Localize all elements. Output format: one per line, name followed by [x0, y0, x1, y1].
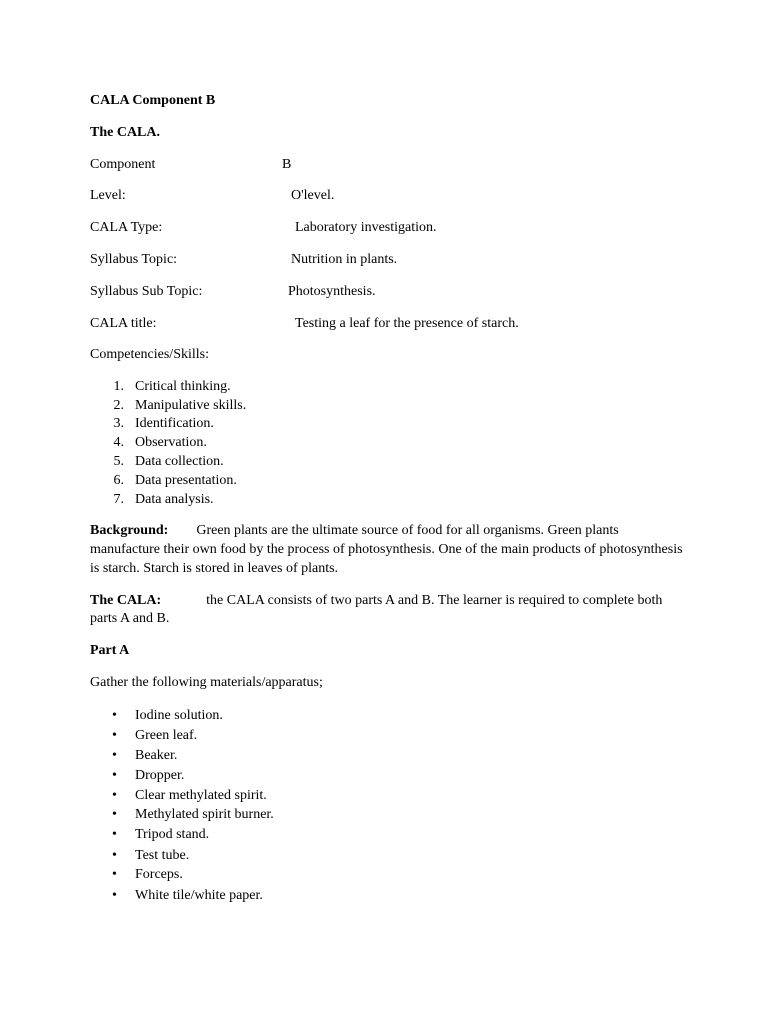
- background-line-3: is starch. Starch is stored in leaves of plants.: [90, 561, 339, 576]
- materials-text: White tile/white paper.: [135, 888, 263, 903]
- list-text: Manipulative skills.: [135, 398, 247, 413]
- bullet-icon: •: [112, 728, 117, 743]
- background-label: Background:: [90, 523, 169, 538]
- field-value-syllabus-sub-topic: Photosynthesis.: [288, 284, 376, 299]
- competencies-label: Competencies/Skills:: [90, 347, 209, 362]
- cala-line-2: parts A and B.: [90, 611, 170, 626]
- bullet-icon: •: [112, 848, 117, 863]
- list-text: Identification.: [135, 416, 214, 431]
- list-number: 1.: [113, 379, 124, 394]
- list-number: 4.: [113, 435, 124, 450]
- list-number: 6.: [113, 473, 124, 488]
- background-line-1: [90, 521, 619, 540]
- field-label-cala-title: CALA title:: [90, 316, 157, 331]
- field-label-level: Level:: [90, 188, 126, 203]
- cala-line-1: [90, 591, 662, 610]
- materials-text: Iodine solution.: [135, 708, 223, 723]
- field-label-syllabus-sub-topic: Syllabus Sub Topic:: [90, 284, 203, 299]
- materials-text: Methylated spirit burner.: [135, 807, 274, 822]
- field-value-syllabus-topic: Nutrition in plants.: [291, 252, 398, 267]
- materials-text: Forceps.: [135, 867, 183, 882]
- background-text-1: Green plants are the ultimate source of food for all organisms. Green plants: [196, 523, 619, 538]
- cala-label: The CALA:: [90, 593, 162, 608]
- list-text: Observation.: [135, 435, 207, 450]
- bullet-icon: •: [112, 788, 117, 803]
- list-text: Critical thinking.: [135, 379, 231, 394]
- field-label-syllabus-topic: Syllabus Topic:: [90, 252, 178, 267]
- list-number: 2.: [113, 398, 124, 413]
- field-value-cala-title: Testing a leaf for the presence of starch.: [295, 316, 519, 331]
- list-number: 7.: [113, 492, 124, 507]
- materials-text: Beaker.: [135, 748, 178, 763]
- field-label-cala-type: CALA Type:: [90, 220, 163, 235]
- list-number: 3.: [113, 416, 124, 431]
- field-value-component: B: [282, 157, 292, 172]
- bullet-icon: •: [112, 807, 117, 822]
- materials-text: Test tube.: [135, 848, 190, 863]
- bullet-icon: •: [112, 888, 117, 903]
- field-label-component: Component: [90, 157, 156, 172]
- list-number: 5.: [113, 454, 124, 469]
- list-text: Data presentation.: [135, 473, 237, 488]
- bullet-icon: •: [112, 867, 117, 882]
- materials-text: Green leaf.: [135, 728, 198, 743]
- bullet-icon: •: [112, 708, 117, 723]
- list-text: Data collection.: [135, 454, 224, 469]
- materials-text: Tripod stand.: [135, 827, 210, 842]
- bullet-icon: •: [112, 768, 117, 783]
- field-value-cala-type: Laboratory investigation.: [295, 220, 437, 235]
- cala-text-1: the CALA consists of two parts A and B. The learner is required to complete both: [206, 593, 663, 608]
- document-subheading: The CALA.: [90, 125, 161, 140]
- background-line-2: manufacture their own food by the process of photosynthesis. One of the main products of photosynthesis: [90, 542, 683, 557]
- list-text: Data analysis.: [135, 492, 214, 507]
- bullet-icon: •: [112, 827, 117, 842]
- bullet-icon: •: [112, 748, 117, 763]
- part-a-heading: Part A: [90, 643, 130, 658]
- materials-text: Dropper.: [135, 768, 185, 783]
- field-value-level: O'level.: [291, 188, 335, 203]
- gather-text: Gather the following materials/apparatus;: [90, 675, 323, 690]
- materials-text: Clear methylated spirit.: [135, 788, 267, 803]
- document-heading: CALA Component B: [90, 93, 216, 108]
